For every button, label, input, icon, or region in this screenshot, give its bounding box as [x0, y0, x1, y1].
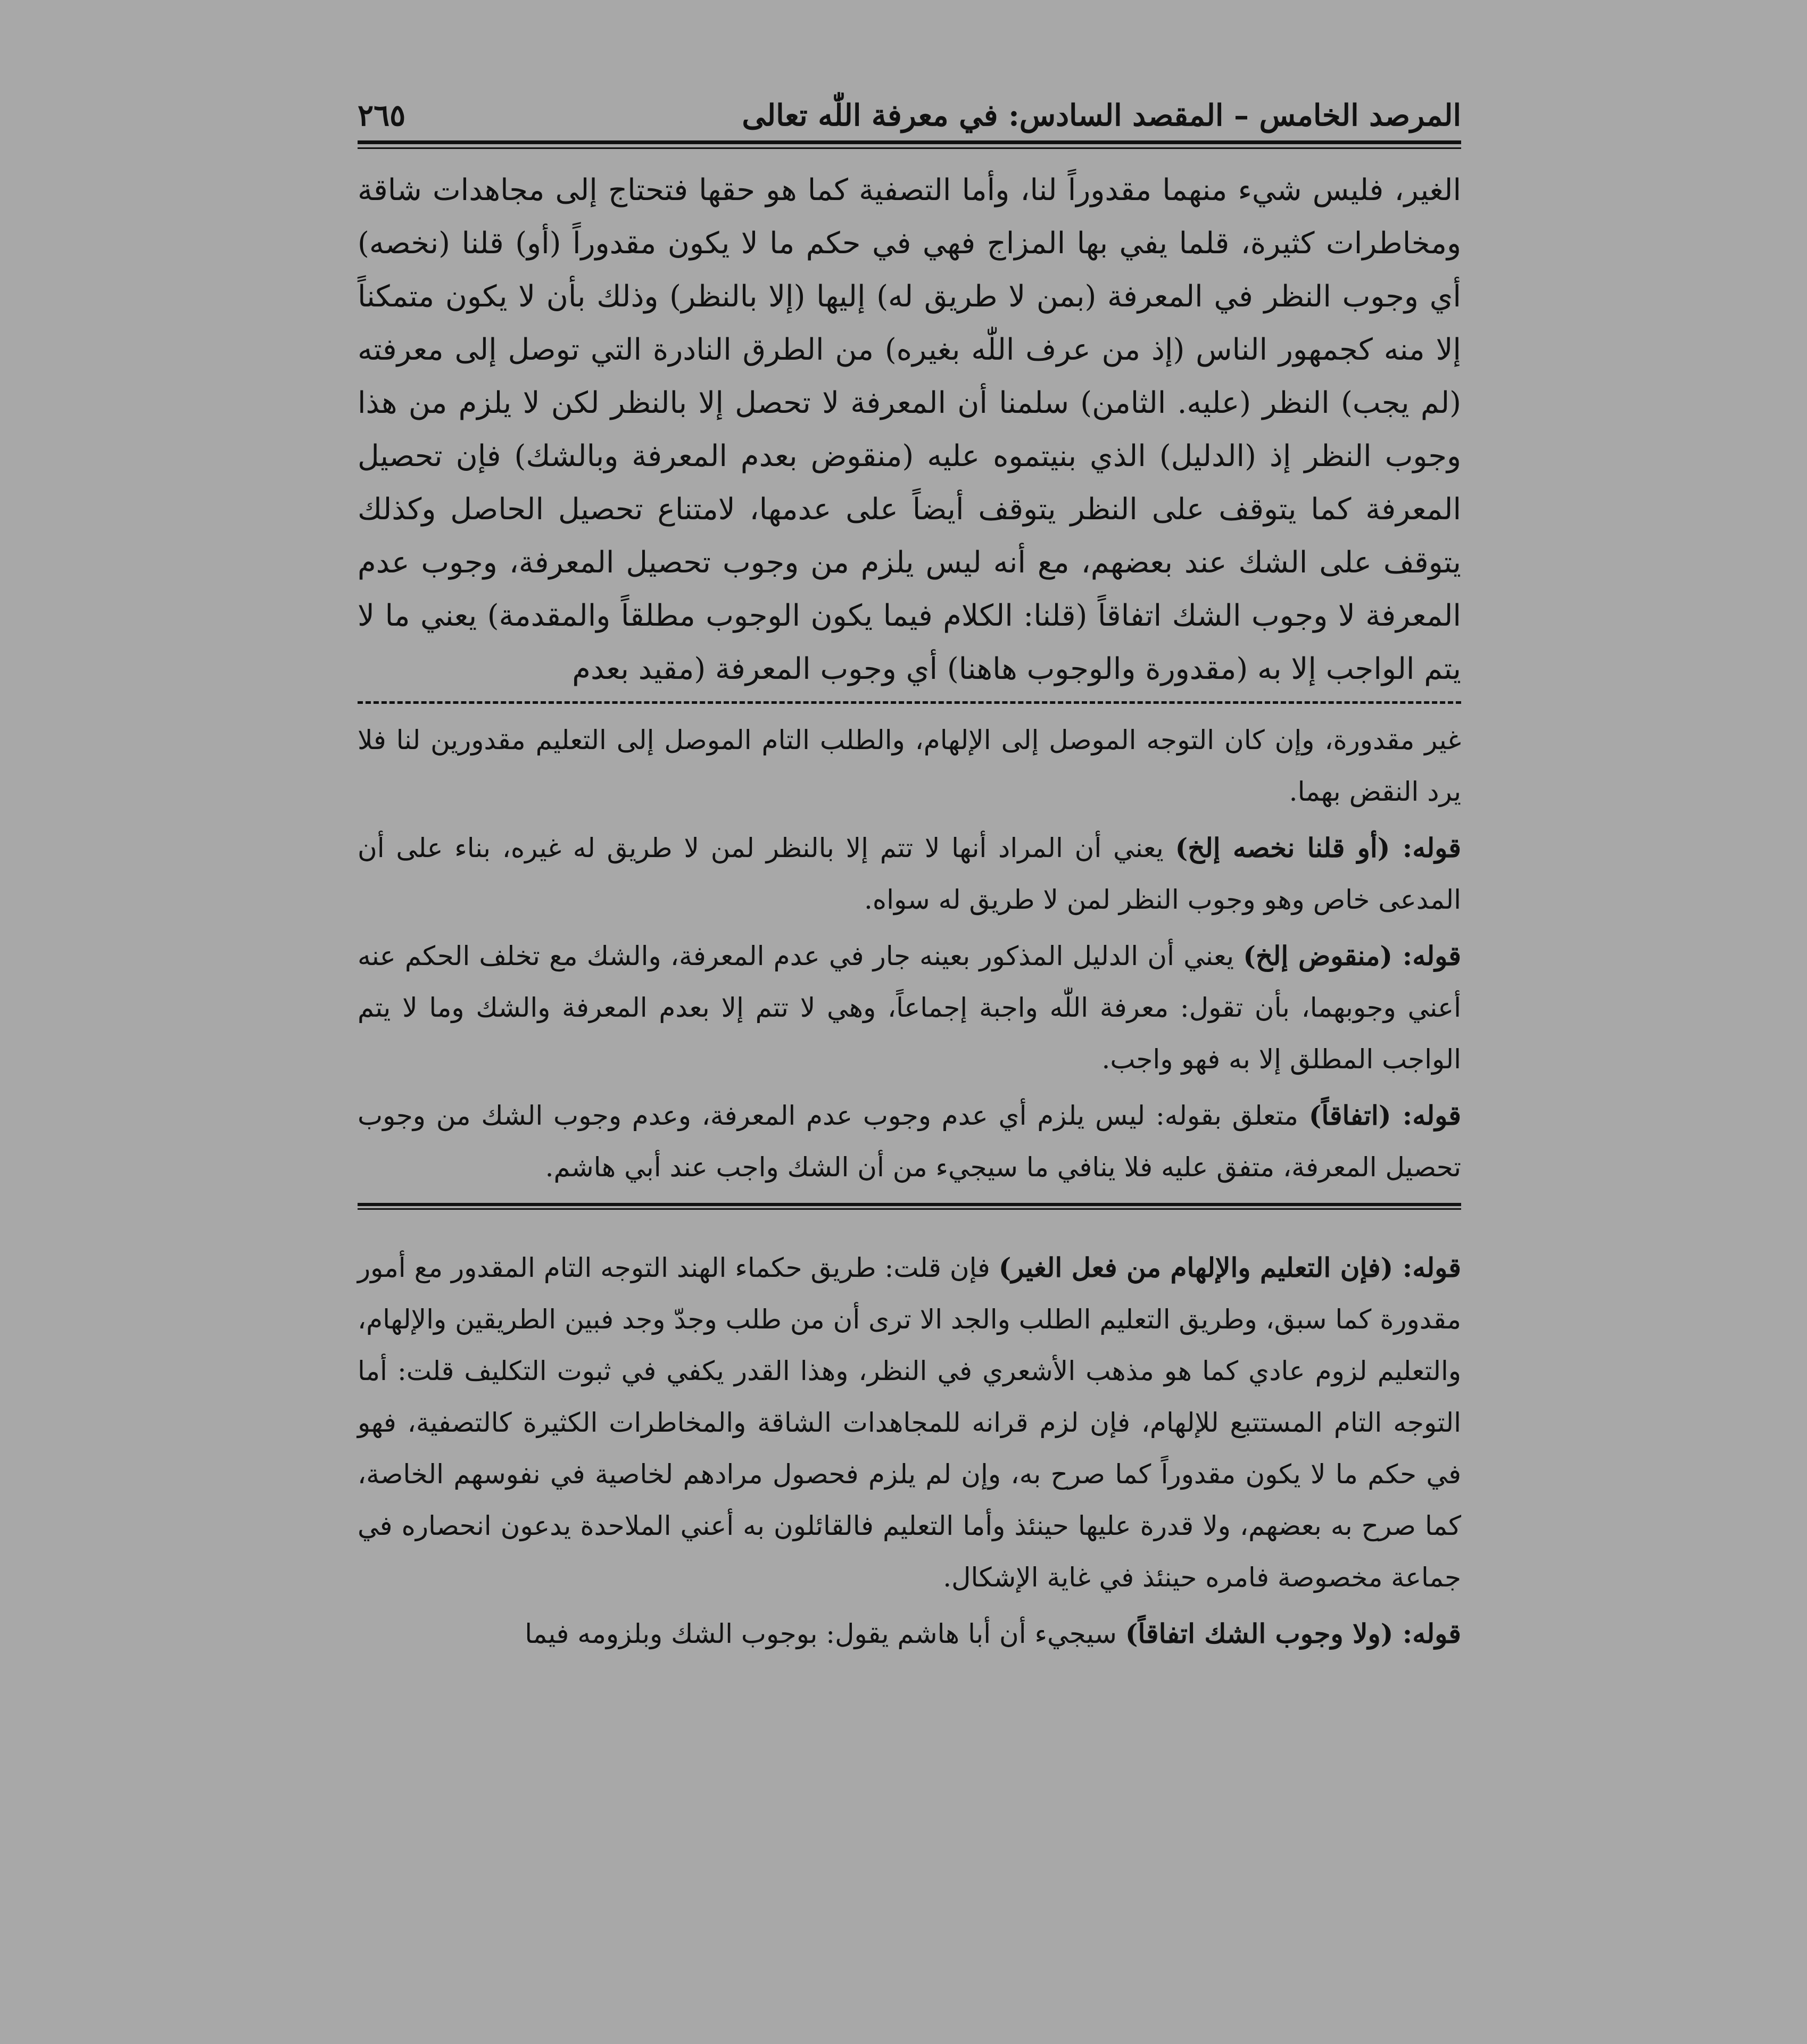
commentary-text: غير مقدورة، وإن كان التوجه الموصل إلى الإلهام، والطلب التام الموصل إلى التعليم مقدورين لنا فلا يرد النقض بهما.	[358, 725, 1461, 807]
commentary-lead: قوله: (اتفاقاً)	[1308, 1100, 1462, 1131]
header-title: المرصد الخامس – المقصد السادس: في معرفة اللّٰه تعالى	[742, 98, 1461, 133]
header-rule	[358, 140, 1461, 149]
main-text	[358, 164, 1461, 696]
dashed-separator	[358, 701, 1461, 704]
commentary-lead: قوله: (أو قلنا نخصه إلخ)	[1175, 832, 1461, 863]
commentary-paragraph	[358, 1242, 1461, 1603]
running-header	[358, 80, 1461, 133]
commentary-text: متعلق بقوله: ليس يلزم أي عدم وجوب عدم المعرفة، وعدم وجوب الشك من وجوب تحصيل المعرفة، متفق عليه فلا ينافي ما سيجيء من أن الشك واجب عند أبي هاشم.	[358, 1100, 1461, 1183]
commentary-text: فإن قلت: طريق حكماء الهند التوجه التام المقدور مع أمور مقدورة كما سبق، وطريق التعليم الطلب والجد الا ترى أن من طلب وجدّ وجد فبين الطريقين والإلهام، والتعليم لزوم عادي كما هو مذهب الأشعري في النظر، وهذا القدر يكفي في ثبوت التكليف قلت: أما التوجه التام المستتبع للإلهام، فإن لزم قرانه للمجاهدات الشاقة والمخاطرات الكثيرة كالتصفية، فهو في حكم ما لا يكون مقدوراً كما صرح به، وإن لم يلزم فحصول مرادهم لخاصية في نفوسهم الخاصة، كما صرح به بعضهم، ولا قدرة عليها حينئذ وأما التعليم فالقائلون به أعني الملاحدة يدعون انحصاره في جماعة مخصوصة فامره حينئذ في غاية الإشكال.	[358, 1252, 1461, 1593]
commentary-lead: قوله: (فإن التعليم والإلهام من فعل الغير)	[998, 1252, 1461, 1283]
section-rule	[358, 1203, 1461, 1210]
commentary-text: يعني أن المراد أنها لا تتم إلا بالنظر لمن لا طريق له غيره، بناء على أن المدعى خاص وهو وجوب النظر لمن لا طريق له سواه.	[358, 833, 1461, 915]
commentary-lead: قوله: (ولا وجوب الشك اتفاقاً)	[1125, 1618, 1461, 1649]
main-paragraph: الغير، فليس شيء منهما مقدوراً لنا، وأما التصفية كما هو حقها فتحتاج إلى مجاهدات شاقة ومخاطرات كثيرة، قلما يفي بها المزاج فهي في حكم ما لا يكون مقدوراً (أو) قلنا (نخصه) أي وجوب النظر في المعرفة (بمن لا طريق له) إليها (إلا بالنظر) وذلك بأن لا يكون متمكناً إلا منه كجمهور الناس (إذ من عرف اللّٰه بغيره) من الطرق النادرة التي توصل إلى معرفته (لم يجب) النظر (عليه. الثامن) سلمنا أن المعرفة لا تحصل إلا بالنظر لكن لا يلزم من هذا وجوب النظر إذ (الدليل) الذي بنيتموه عليه (منقوض بعدم المعرفة وبالشك) فإن تحصيل المعرفة كما يتوقف على النظر يتوقف أيضاً على عدمها، لامتناع تحصيل الحاصل وكذلك يتوقف على الشك عند بعضهم، مع أنه ليس يلزم من وجوب تحصيل المعرفة، وجوب عدم المعرفة لا وجوب الشك اتفاقاً (قلنا: الكلام فيما يكون الوجوب مطلقاً والمقدمة) يعني ما لا يتم الواجب إلا به (مقدورة والوجوب هاهنا) أي وجوب المعرفة (مقيد بعدم	[358, 173, 1461, 686]
second-commentary-section	[358, 1242, 1461, 1660]
commentary-paragraph	[358, 822, 1461, 926]
commentary-text: سيجيء أن أبا هاشم يقول: بوجوب الشك وبلزومه فيما	[525, 1618, 1125, 1649]
commentary-section	[358, 714, 1461, 1193]
commentary-paragraph	[358, 1090, 1461, 1193]
commentary-paragraph	[358, 714, 1461, 818]
page-content	[358, 80, 1461, 1664]
commentary-paragraph	[358, 930, 1461, 1085]
commentary-text: يعني أن الدليل المذكور بعينه جار في عدم المعرفة، والشك مع تخلف الحكم عنه أعني وجوبهما، بأن تقول: معرفة اللّٰه واجبة إجماعاً، وهي لا تتم إلا بعدم المعرفة والشك وما لا يتم الواجب المطلق إلا به فهو واجب.	[358, 941, 1461, 1075]
page-number: ٢٦٥	[358, 98, 406, 133]
commentary-lead: قوله: (منقوض إلخ)	[1243, 940, 1461, 971]
commentary-paragraph	[358, 1608, 1461, 1660]
